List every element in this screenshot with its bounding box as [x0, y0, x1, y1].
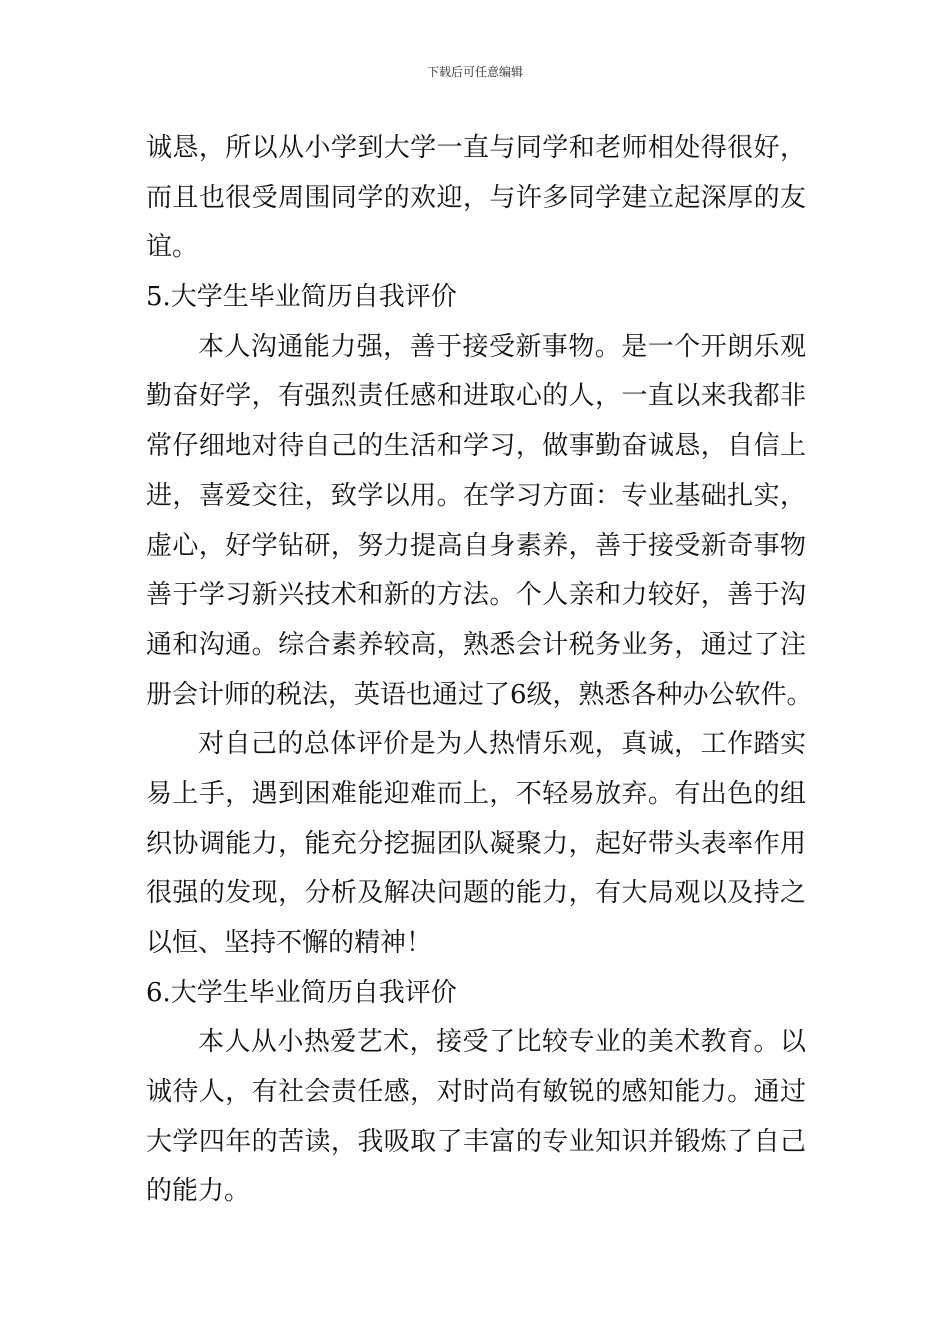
text-line: 诚待人，有社会责任感，对时尚有敏锐的感知能力。通过: [146, 1077, 806, 1108]
text-line: 善于学习新兴技术和新的方法。个人亲和力较好，善于沟: [146, 580, 806, 611]
text-line: 本人沟通能力强，善于接受新事物。是一个开朗乐观: [198, 331, 806, 362]
text-line: 谊。: [146, 232, 199, 263]
text-line: 通和沟通。综合素养较高，熟悉会计税务业务，通过了注: [146, 629, 806, 660]
section-heading: 6.大学生毕业简历自我评价: [146, 977, 457, 1008]
header-note: 下载后可任意编辑: [426, 65, 523, 79]
text-line: 诚恳，所以从小学到大学一直与同学和老师相处得很好，: [146, 133, 806, 163]
text-line: 很强的发现，分析及解决问题的能力，有大局观以及持之: [146, 878, 806, 909]
text-line: 织协调能力，能充分挖掘团队凝聚力，起好带头表率作用: [146, 828, 806, 859]
text-line: 易上手，遇到困难能迎难而上，不轻易放弃。有出色的组: [146, 778, 806, 809]
text-line: 以恒、坚持不懈的精神！: [146, 928, 433, 958]
text-line: 册会计师的税法，英语也通过了6级，熟悉各种办公软件。: [146, 679, 813, 710]
body-text: [146, 124, 813, 1217]
text-line: 常仔细地对待自己的生活和学习，做事勤奋诚恳，自信上: [146, 431, 806, 462]
text-line: 本人从小热爱艺术，接受了比较专业的美术教育。以: [198, 1027, 806, 1058]
text-line: 大学四年的苦读，我吸取了丰富的专业知识并锻炼了自己: [146, 1126, 806, 1157]
text-line: 虚心，好学钻研，努力提高自身素养，善于接受新奇事物: [146, 530, 806, 561]
text-line: 的能力。: [146, 1176, 251, 1207]
text-line: 而且也很受周围同学的欢迎，与许多同学建立起深厚的友: [146, 182, 806, 213]
text-line: 勤奋好学，有强烈责任感和进取心的人，一直以来我都非: [146, 381, 806, 412]
text-line: 对自己的总体评价是为人热情乐观，真诚，工作踏实: [198, 729, 806, 760]
section-heading: 5.大学生毕业简历自我评价: [146, 282, 457, 313]
text-line: 进，喜爱交往，致学以用。在学习方面：专业基础扎实，: [146, 480, 806, 511]
